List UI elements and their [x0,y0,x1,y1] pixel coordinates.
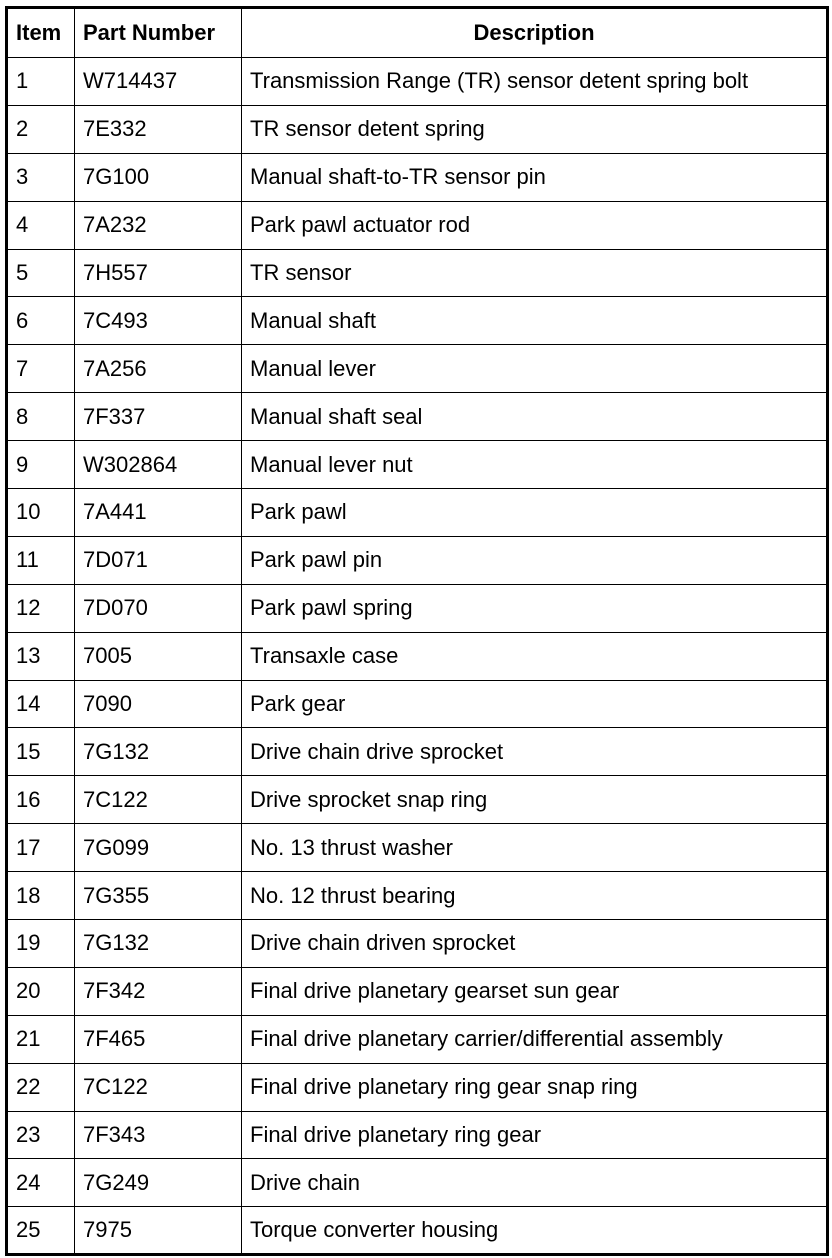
description-cell: Torque converter housing [242,1207,828,1255]
description-cell: Manual shaft [242,297,828,345]
table-row [7,393,828,441]
part-number-cell: 7C122 [75,776,242,824]
part-number-cell: 7005 [75,632,242,680]
description-cell: Park pawl actuator rod [242,201,828,249]
part-number-cell: W302864 [75,441,242,489]
table-row [7,1159,828,1207]
table-row [7,680,828,728]
description-cell: Transaxle case [242,632,828,680]
header-row [7,8,828,58]
item-cell: 25 [7,1207,75,1255]
description-cell: Final drive planetary ring gear [242,1111,828,1159]
part-number-cell: 7F337 [75,393,242,441]
item-cell: 10 [7,489,75,537]
description-cell: TR sensor [242,249,828,297]
table-header [7,8,828,58]
description-cell: Park pawl [242,489,828,537]
item-cell: 24 [7,1159,75,1207]
part-number-cell: 7F465 [75,1015,242,1063]
part-number-cell: 7975 [75,1207,242,1255]
table-row [7,920,828,968]
description-cell: Final drive planetary ring gear snap ring [242,1063,828,1111]
description-cell: Manual shaft-to-TR sensor pin [242,153,828,201]
table-row [7,153,828,201]
item-cell: 19 [7,920,75,968]
item-cell: 15 [7,728,75,776]
table-row [7,105,828,153]
part-number-cell: 7G355 [75,872,242,920]
part-number-cell: 7G100 [75,153,242,201]
table-body [7,58,828,1255]
table-row [7,489,828,537]
description-cell: TR sensor detent spring [242,105,828,153]
description-cell: Manual lever [242,345,828,393]
item-cell: 5 [7,249,75,297]
item-cell: 13 [7,632,75,680]
part-number-cell: 7D070 [75,584,242,632]
item-cell: 4 [7,201,75,249]
part-number-cell: 7F343 [75,1111,242,1159]
item-cell: 22 [7,1063,75,1111]
item-cell: 8 [7,393,75,441]
table-row [7,872,828,920]
description-cell: Final drive planetary gearset sun gear [242,967,828,1015]
table-row [7,776,828,824]
item-cell: 23 [7,1111,75,1159]
description-cell: No. 12 thrust bearing [242,872,828,920]
description-cell: Drive chain driven sprocket [242,920,828,968]
table-row [7,249,828,297]
item-cell: 7 [7,345,75,393]
description-cell: Drive sprocket snap ring [242,776,828,824]
header-item: Item [7,8,75,58]
header-part-number: Part Number [75,8,242,58]
description-cell: Park gear [242,680,828,728]
part-number-cell: 7090 [75,680,242,728]
item-cell: 14 [7,680,75,728]
item-cell: 2 [7,105,75,153]
description-cell: Park pawl spring [242,584,828,632]
part-number-cell: W714437 [75,58,242,106]
part-number-cell: 7E332 [75,105,242,153]
part-number-cell: 7G132 [75,920,242,968]
description-cell: Drive chain [242,1159,828,1207]
table-row [7,1207,828,1255]
description-cell: No. 13 thrust washer [242,824,828,872]
part-number-cell: 7C122 [75,1063,242,1111]
table-row [7,632,828,680]
part-number-cell: 7H557 [75,249,242,297]
item-cell: 17 [7,824,75,872]
part-number-cell: 7D071 [75,536,242,584]
description-cell: Final drive planetary carrier/differential assembly [242,1015,828,1063]
table-row [7,1063,828,1111]
description-cell: Manual lever nut [242,441,828,489]
table-row [7,297,828,345]
part-number-cell: 7F342 [75,967,242,1015]
item-cell: 6 [7,297,75,345]
item-cell: 3 [7,153,75,201]
table-row [7,728,828,776]
table-row [7,967,828,1015]
description-cell: Park pawl pin [242,536,828,584]
table-row [7,441,828,489]
part-number-cell: 7G249 [75,1159,242,1207]
item-cell: 1 [7,58,75,106]
item-cell: 18 [7,872,75,920]
table-row [7,345,828,393]
header-description: Description [242,8,828,58]
part-number-cell: 7G099 [75,824,242,872]
item-cell: 9 [7,441,75,489]
parts-table [5,6,829,1256]
table-row [7,1111,828,1159]
description-cell: Manual shaft seal [242,393,828,441]
item-cell: 20 [7,967,75,1015]
table-row [7,536,828,584]
table-row [7,201,828,249]
table-row [7,58,828,106]
table-row [7,584,828,632]
item-cell: 12 [7,584,75,632]
item-cell: 11 [7,536,75,584]
table-row [7,824,828,872]
table-row [7,1015,828,1063]
part-number-cell: 7A256 [75,345,242,393]
item-cell: 21 [7,1015,75,1063]
part-number-cell: 7A232 [75,201,242,249]
description-cell: Transmission Range (TR) sensor detent spring bolt [242,58,828,106]
part-number-cell: 7A441 [75,489,242,537]
item-cell: 16 [7,776,75,824]
description-cell: Drive chain drive sprocket [242,728,828,776]
part-number-cell: 7G132 [75,728,242,776]
part-number-cell: 7C493 [75,297,242,345]
